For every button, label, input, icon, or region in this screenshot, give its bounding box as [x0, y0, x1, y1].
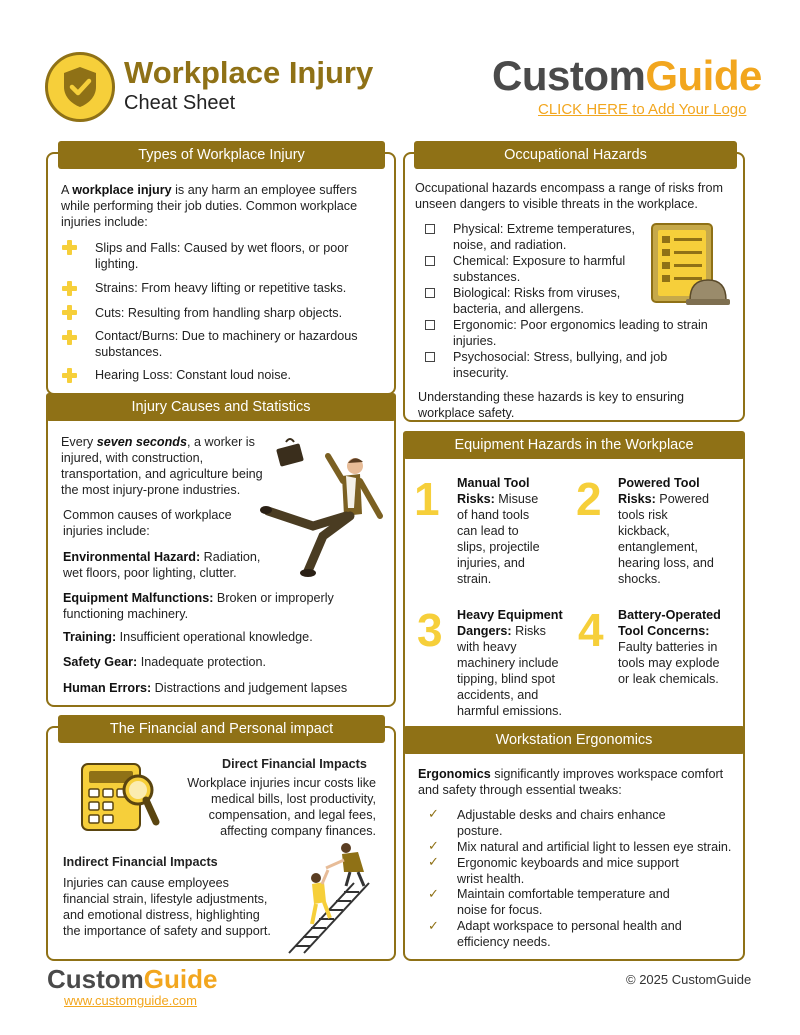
list-item: Strains: From heavy lifting or repetitive tasks. [95, 281, 347, 295]
ergonomics-heading: Workstation Ergonomics [403, 726, 745, 754]
hazard-item: Physical: Extreme temperatures, noise, and radiation. [453, 222, 635, 252]
equipment-item: Heavy Equipment Dangers: Risks with heavy machinery include tipping, blind spot accidents, and harmful emissions. [457, 608, 563, 718]
calculator-magnifier-icon [80, 762, 162, 834]
copyright: © 2025 CustomGuide [626, 972, 752, 987]
hazard-item: Psychosocial: Stress, bullying, and job insecurity. [453, 350, 668, 380]
checkmark-icon: ✓ [428, 918, 439, 933]
list-item: Hearing Loss: Constant loud noise. [95, 368, 292, 382]
checkmark-icon: ✓ [428, 806, 439, 821]
plus-bullet-icon [62, 330, 77, 345]
hazards-intro: Occupational hazards encompass a range of risks from unseen dangers to visible threats in the workplace. [415, 181, 723, 211]
checkbox-icon [425, 224, 435, 234]
checkbox-icon [425, 288, 435, 298]
number-4: 4 [578, 604, 604, 656]
list-item: Contact/Burns: Due to machinery or hazardous substances. [95, 329, 358, 359]
number-1: 1 [414, 473, 440, 525]
plus-bullet-icon [62, 305, 77, 320]
ergonomics-item: Adjustable desks and chairs enhance posture. [457, 808, 666, 838]
checkbox-icon [425, 352, 435, 362]
ergonomics-item: Maintain comfortable temperature and noise for focus. [457, 887, 670, 917]
footer-url-link[interactable]: www.customguide.com [64, 993, 197, 1008]
causes-common: Common causes of workplace injuries include: [63, 508, 232, 538]
hazard-item: Biological: Risks from viruses, bacteria, and allergens. [453, 286, 621, 316]
add-logo-link[interactable]: CLICK HERE to Add Your Logo [538, 101, 747, 118]
ladder-helping-illustration [284, 838, 384, 956]
checkmark-icon: ✓ [428, 838, 439, 853]
causes-heading: Injury Causes and Statistics [46, 393, 396, 421]
cause-item: Equipment Malfunctions: Broken or improperly functioning machinery. [63, 591, 334, 621]
footer-brand-logo: CustomGuide [47, 964, 218, 994]
cause-item: Training: Insufficient operational knowledge. [63, 630, 313, 644]
ergonomics-item: Ergonomic keyboards and mice support wrist health. [457, 856, 679, 886]
list-item: Cuts: Resulting from handling sharp objects. [95, 306, 343, 320]
cause-item: Human Errors: Distractions and judgement lapses [63, 681, 348, 695]
number-2: 2 [576, 473, 602, 525]
hazards-heading: Occupational Hazards [414, 141, 737, 169]
page-title: Workplace Injury [124, 55, 374, 90]
plus-bullet-icon [62, 281, 77, 296]
hazard-item: Ergonomic: Poor ergonomics leading to strain injuries. [453, 318, 708, 348]
number-3: 3 [417, 604, 443, 656]
equipment-heading: Equipment Hazards in the Workplace [403, 431, 745, 459]
direct-impacts-text: Workplace injuries incur costs like medical bills, lost productivity, compensation, and legal fees, affecting company finances. [187, 776, 376, 838]
causes-stat: Every seven seconds, a worker is injured, with construction, transportation, and agriculture being the most injury-prone industries. [61, 435, 263, 497]
indirect-impacts-title: Indirect Financial Impacts [63, 855, 218, 869]
checkbox-icon [425, 256, 435, 266]
direct-impacts-title: Direct Financial Impacts [222, 757, 367, 771]
indirect-impacts-text: Injuries can cause employees financial strain, lifestyle adjustments, and emotional distress, highlighting the importance of safety and support. [63, 876, 271, 938]
types-heading: Types of Workplace Injury [58, 141, 385, 169]
checkmark-icon: ✓ [428, 886, 439, 901]
ergonomics-item: Mix natural and artificial light to lessen eye strain. [457, 840, 732, 854]
shield-check-icon [45, 52, 115, 122]
ergonomics-item: Adapt workspace to personal health and efficiency needs. [457, 919, 682, 949]
types-intro: A workplace injury is any harm an employee suffers while performing their job duties. Common workplace injuries include: [61, 183, 358, 229]
checkbox-icon [425, 320, 435, 330]
list-item: Slips and Falls: Caused by wet floors, or poor lighting. [95, 241, 349, 271]
checkmark-icon: ✓ [428, 854, 439, 869]
cause-item: Safety Gear: Inadequate protection. [63, 655, 267, 669]
hard-hat-icon [684, 276, 732, 310]
falling-worker-illustration [258, 436, 390, 578]
ergonomics-intro: Ergonomics significantly improves workspace comfort and safety through essential tweaks: [418, 767, 724, 797]
brand-logo: CustomGuide [492, 52, 762, 99]
cause-item: Environmental Hazard: Radiation, wet floors, poor lighting, clutter. [63, 550, 261, 580]
plus-bullet-icon [62, 368, 77, 383]
hazards-outro: Understanding these hazards is key to ensuring workplace safety. [418, 390, 685, 419]
plus-bullet-icon [62, 240, 77, 255]
page-subtitle: Cheat Sheet [124, 92, 236, 114]
financial-heading: The Financial and Personal impact [58, 715, 385, 743]
equipment-item: Battery-Operated Tool Concerns: Faulty batteries in tools may explode or leak chemicals. [618, 608, 721, 686]
hazard-item: Chemical: Exposure to harmful substances. [453, 254, 626, 284]
equipment-item: Manual Tool Risks: Misuse of hand tools can lead to slips, projectile injuries, and strain. [457, 476, 540, 586]
equipment-item: Powered Tool Risks: Powered tools risk kickback, entanglement, hearing loss, and shocks. [618, 476, 714, 586]
